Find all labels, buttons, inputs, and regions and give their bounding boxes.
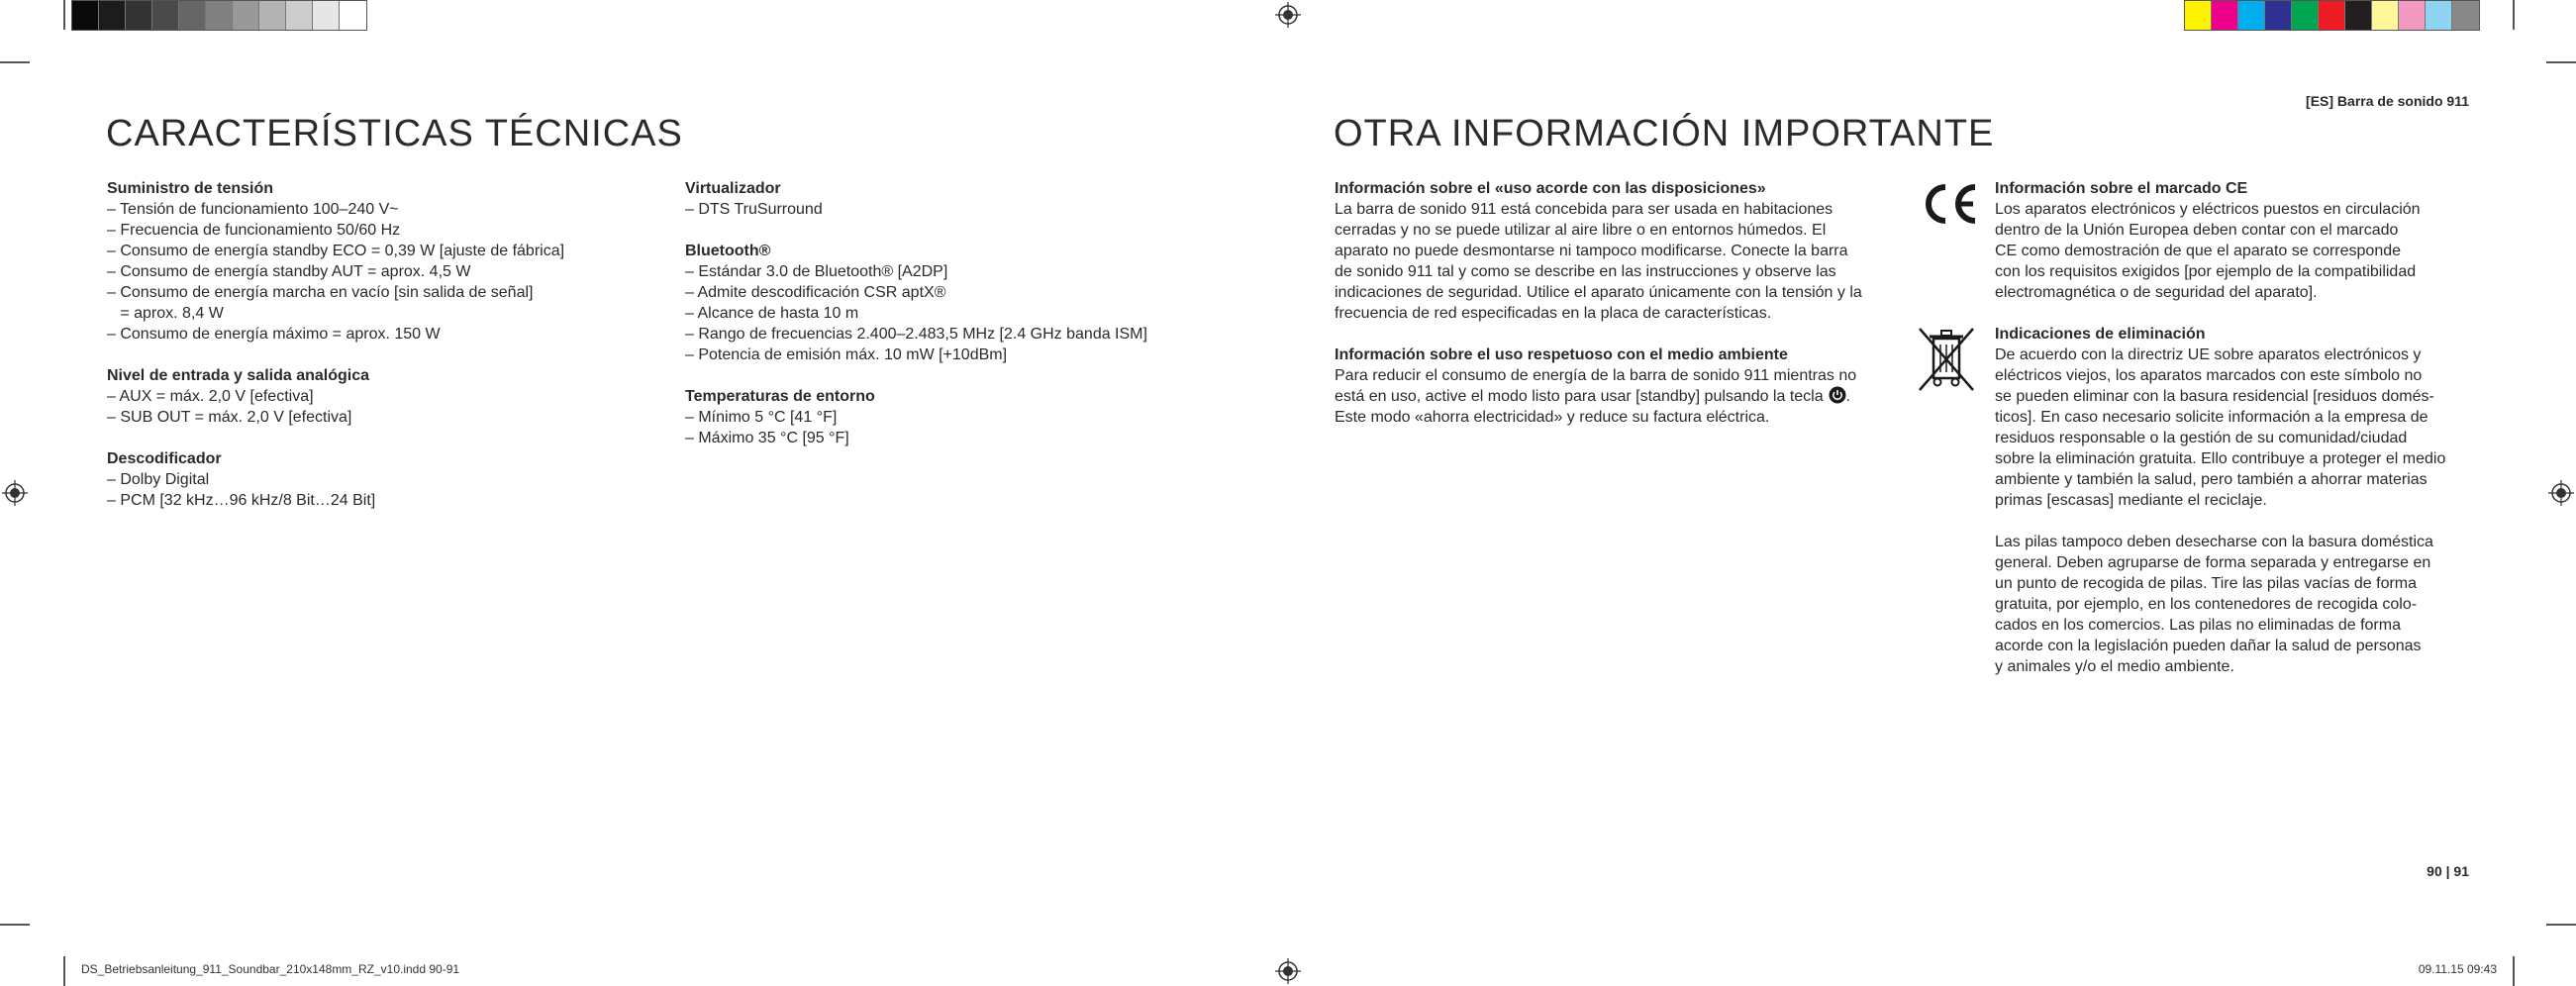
text-line: – Máximo 35 °C [95 °F]: [685, 430, 849, 446]
text-line: – Consumo de energía standby ECO = 0,39 W [ajuste de fábrica]: [107, 243, 565, 259]
section-heading: Virtualizador: [685, 180, 781, 197]
text-line: – DTS TruSurround: [685, 201, 823, 218]
text-line: ambiente y también la salud, pero también a ahorrar materias: [1995, 471, 2427, 488]
page-title-left: CARACTERÍSTICAS TÉCNICAS: [106, 113, 683, 154]
crop-mark: [63, 0, 65, 30]
power-button-icon: [1829, 386, 1846, 404]
text-line: está en uso, active el modo listo para usar [standby] pulsando la tecla .: [1335, 388, 1851, 405]
text-line: y animales y/o el medio ambiente.: [1995, 658, 2234, 675]
color-swatch: [2292, 1, 2319, 30]
tech-specs-column-2: [685, 178, 1239, 448]
section-heading: Temperaturas de entorno: [685, 388, 875, 405]
text-line: – PCM [32 kHz…96 kHz/8 Bit…24 Bit]: [107, 492, 376, 509]
section-heading: Suministro de tensión: [107, 180, 274, 197]
text-line: aparato no puede desmontarse ni tampoco modificarse. Conecte la barra: [1335, 243, 1848, 259]
color-swatch: [286, 1, 313, 30]
text-line: Los aparatos electrónicos y eléctricos puestos en circulación: [1995, 201, 2421, 218]
color-swatch: [2212, 1, 2238, 30]
text-line: dentro de la Unión Europea deben contar con el marcado: [1995, 222, 2399, 239]
registration-mark-icon: [2548, 480, 2574, 506]
text-line: – SUB OUT = máx. 2,0 V [efectiva]: [107, 409, 352, 426]
crop-mark: [2513, 0, 2515, 30]
color-swatch: [2345, 1, 2372, 30]
crop-mark: [2513, 956, 2515, 986]
tech-specs-column-1: [107, 178, 661, 511]
color-swatch: [2452, 1, 2479, 30]
text-line: – Mínimo 5 °C [41 °F]: [685, 409, 838, 426]
text-line: Para reducir el consumo de energía de la barra de sonido 911 mientras no: [1335, 367, 1857, 384]
text-line: – Consumo de energía standby AUT = aprox. 4,5 W: [107, 263, 471, 280]
color-swatch: [313, 1, 340, 30]
crop-mark: [2546, 924, 2576, 926]
color-swatch: [2265, 1, 2292, 30]
text-line: un punto de recogida de pilas. Tire las pilas vacías de forma: [1995, 575, 2418, 592]
crop-mark: [0, 924, 30, 926]
registration-mark-icon: [2, 480, 28, 506]
text-line: De acuerdo con la directriz UE sobre aparatos electrónicos y: [1995, 346, 2422, 363]
file-slug: DS_Betriebsanleitung_911_Soundbar_210x148mm_RZ_v10.indd 90-91: [81, 962, 460, 976]
text-line: acorde con la legislación pueden dañar la salud de personas: [1995, 638, 2422, 654]
text-line: – Estándar 3.0 de Bluetooth® [A2DP]: [685, 263, 948, 280]
section-heading: Información sobre el uso respetuoso con el medio ambiente: [1335, 346, 1788, 363]
text-line: – Dolby Digital: [107, 471, 210, 488]
text-line: frecuencia de red especificadas en la placa de características.: [1335, 305, 1772, 322]
color-swatch: [259, 1, 286, 30]
color-swatch: [2372, 1, 2399, 30]
section-heading: Indicaciones de eliminación: [1995, 326, 2206, 343]
info-column-2: [1995, 178, 2490, 677]
text-line: La barra de sonido 911 está concebida para ser usada en habitaciones: [1335, 201, 1833, 218]
color-swatch: [152, 1, 179, 30]
text-line: primas [escasas] mediante el reciclaje.: [1995, 492, 2267, 509]
page-numbers: 90 | 91: [2427, 863, 2469, 879]
ce-mark-icon: [1919, 181, 1980, 227]
text-line: – Consumo de energía marcha en vacío [sin salida de señal]: [107, 284, 534, 301]
text-line: con los requisitos exigidos [por ejemplo de la compatibilidad: [1995, 263, 2417, 280]
text-line: – Alcance de hasta 10 m: [685, 305, 859, 322]
section-heading: Bluetooth®: [685, 243, 771, 259]
text-line: sobre la eliminación gratuita. Ello contribuye a proteger el medio: [1995, 450, 2446, 467]
registration-mark-icon: [1275, 958, 1301, 984]
text-line: Las pilas tampoco deben desecharse con la basura doméstica: [1995, 534, 2433, 550]
text-line: cados en los comercios. Las pilas no eliminadas de forma: [1995, 617, 2401, 634]
text-line: – Tensión de funcionamiento 100–240 V~: [107, 201, 399, 218]
text-line: cerradas y no se puede utilizar al aire libre o en entornos húmedos. El: [1335, 222, 1827, 239]
text-line: – AUX = máx. 2,0 V [efectiva]: [107, 388, 314, 405]
page-title-right: OTRA INFORMACIÓN IMPORTANTE: [1334, 113, 1995, 154]
process-color-bar: [2184, 0, 2480, 31]
crop-mark: [0, 61, 30, 63]
registration-mark-icon: [1275, 2, 1301, 28]
section-heading: Nivel de entrada y salida analógica: [107, 367, 369, 384]
text-line: de sonido 911 tal y como se describe en las instrucciones y observe las: [1335, 263, 1836, 280]
color-swatch: [126, 1, 152, 30]
color-swatch: [72, 1, 99, 30]
text-line: Este modo «ahorra electricidad» y reduce su factura eléctrica.: [1335, 409, 1770, 426]
section-heading: Información sobre el marcado CE: [1995, 180, 2248, 197]
color-swatch: [179, 1, 206, 30]
color-swatch: [233, 1, 259, 30]
info-column-1: [1335, 178, 1889, 428]
text-line: – Potencia de emisión máx. 10 mW [+10dBm]: [685, 346, 1008, 363]
section-heading: Información sobre el «uso acorde con las disposiciones»: [1335, 180, 1766, 197]
text-line: = aprox. 8,4 W: [107, 305, 224, 322]
text-line: indicaciones de seguridad. Utilice el aparato únicamente con la tensión y la: [1335, 284, 1862, 301]
running-header: [ES] Barra de sonido 911: [2306, 93, 2469, 109]
text-line: – Consumo de energía máximo = aprox. 150 W: [107, 326, 441, 343]
color-swatch: [340, 1, 366, 30]
crop-mark: [63, 956, 65, 986]
text-line: electromagnética o de seguridad del aparato].: [1995, 284, 2318, 301]
text-line: general. Deben agruparse de forma separada y entregarse en: [1995, 554, 2431, 571]
color-swatch: [99, 1, 126, 30]
text-line: – Rango de frecuencias 2.400–2.483,5 MHz [2.4 GHz banda ISM]: [685, 326, 1147, 343]
crop-mark: [2546, 61, 2576, 63]
grayscale-color-bar: [71, 0, 367, 31]
text-line: CE como demostración de que el aparato se corresponde: [1995, 243, 2402, 259]
color-swatch: [2319, 1, 2345, 30]
text-line: residuos responsable o la gestión de su comunidad/ciudad: [1995, 430, 2408, 446]
print-timestamp: 09.11.15 09:43: [2418, 962, 2497, 976]
section-heading: Descodificador: [107, 450, 222, 467]
text-line: ticos]. En caso necesario solicite información a la empresa de: [1995, 409, 2428, 426]
color-swatch: [2399, 1, 2426, 30]
color-swatch: [206, 1, 233, 30]
text-line: – Frecuencia de funcionamiento 50/60 Hz: [107, 222, 401, 239]
text-line: gratuita, por ejemplo, en los contenedores de recogida colo-: [1995, 596, 2418, 613]
color-swatch: [2426, 1, 2452, 30]
color-swatch: [2238, 1, 2265, 30]
color-swatch: [2185, 1, 2212, 30]
text-line: eléctricos viejos, los aparatos marcados con este símbolo no: [1995, 367, 2423, 384]
text-line: – Admite descodificación CSR aptX®: [685, 284, 946, 301]
text-line: se pueden eliminar con la basura residencial [residuos domés-: [1995, 388, 2434, 405]
weee-crossed-bin-icon: [1914, 325, 1979, 394]
